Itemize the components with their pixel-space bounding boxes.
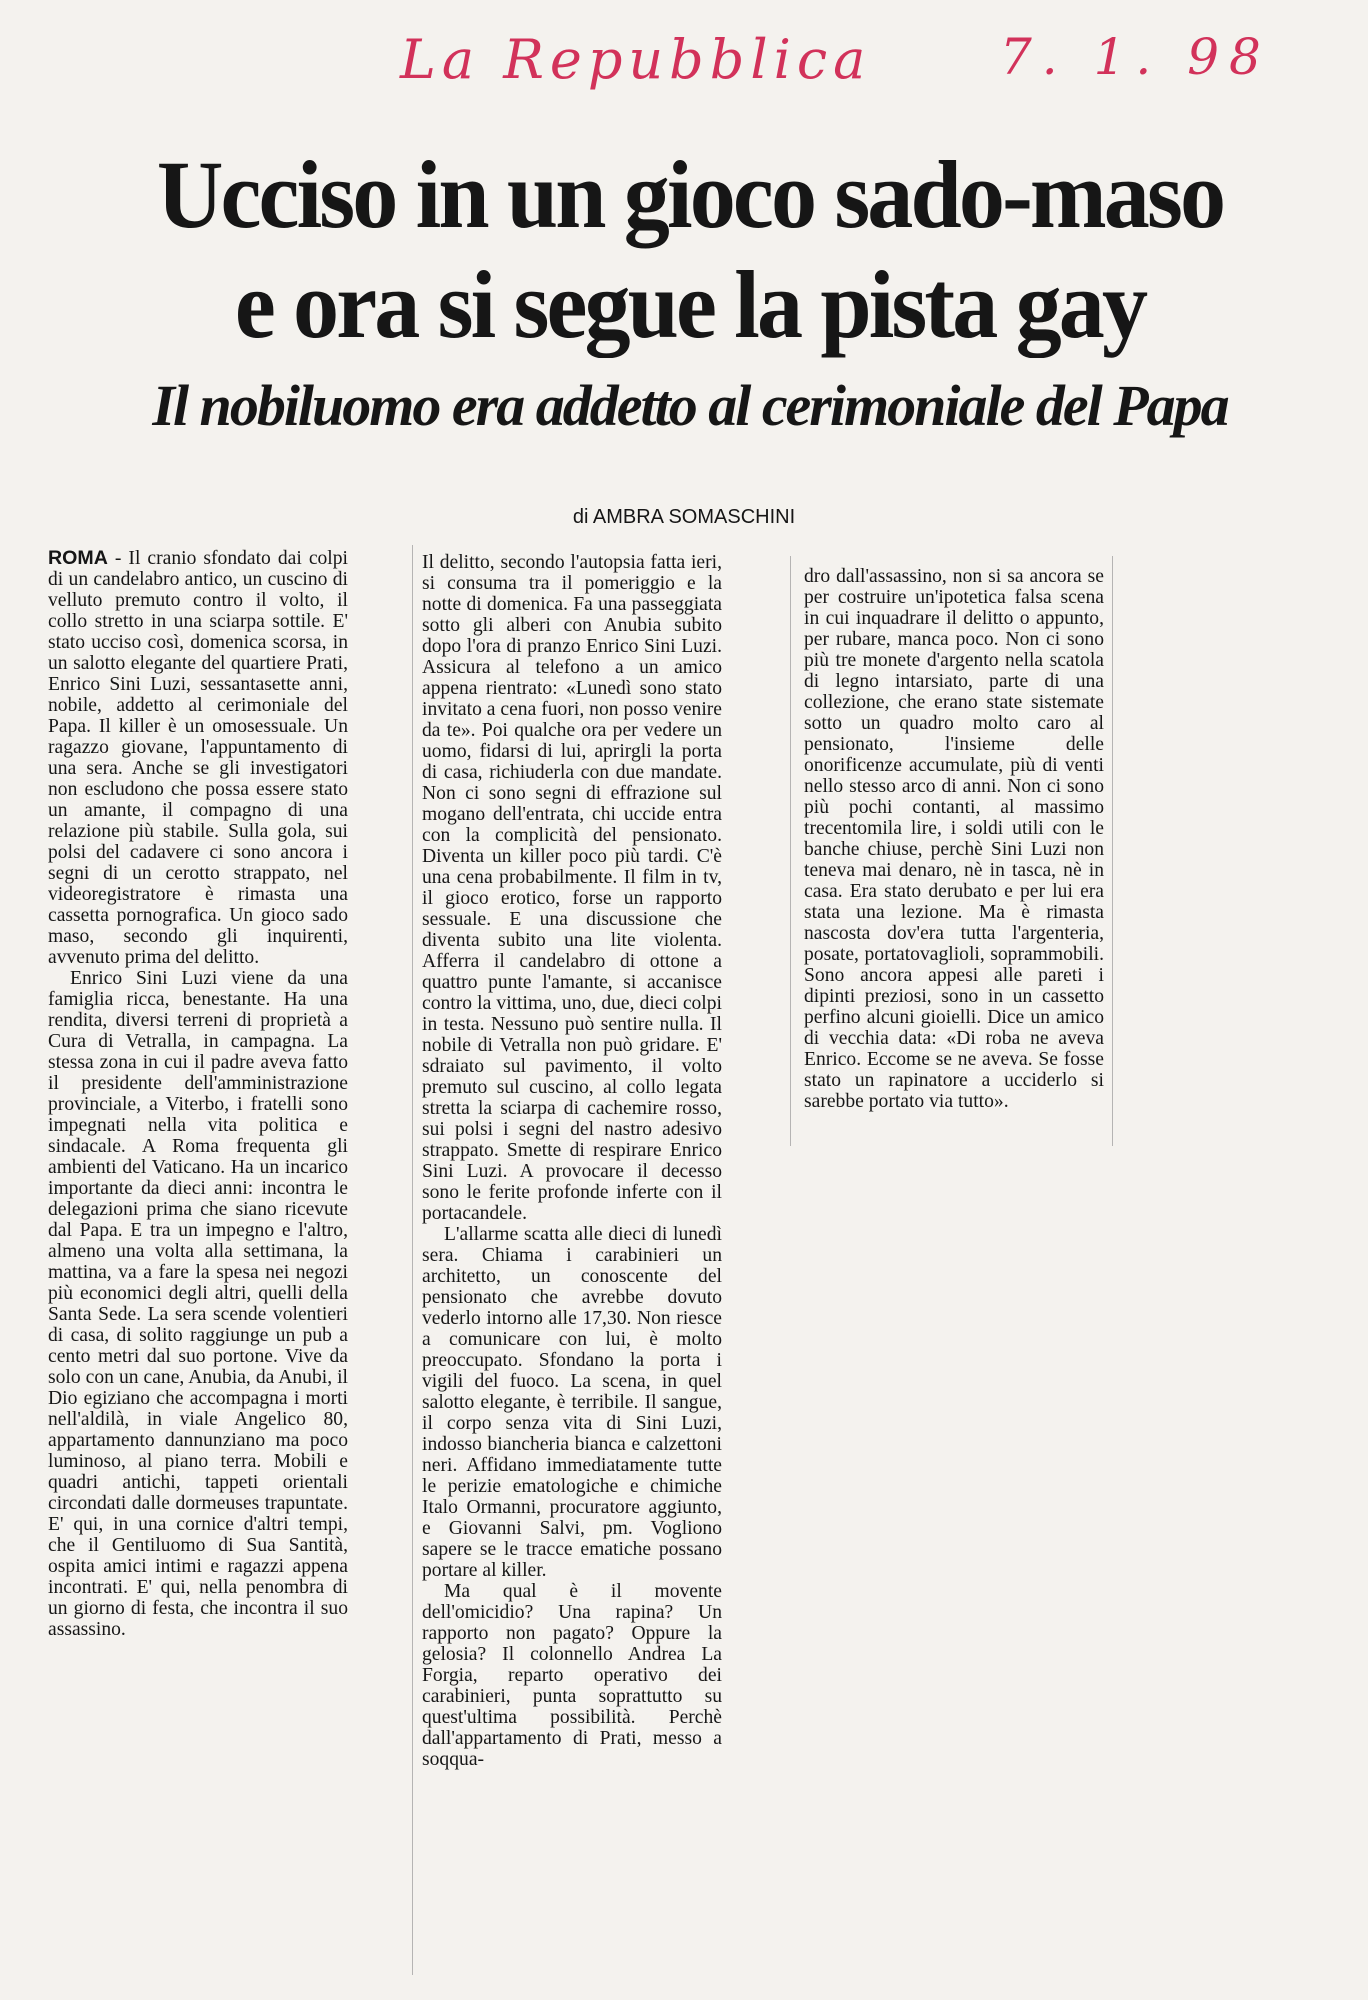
paragraph: Il delitto, secondo l'autopsia fatta ieri, si consuma tra il pomeriggio e la notte di domenica. Fa una passeggiata sotto gli alberi con Anubia subito dopo l'ora di pranzo Enrico Sini Luzi. Assicura al telefono a un amico appena rientrato: «Lunedì sono stato invitato a cena fuori, non posso venire da te». Poi qualche ora per vedere un uomo, fidarsi di lui, aprirgli la porta di casa, richiuderla con due mandate. Non ci sono segni di effrazione sul mogano dell'entrata, chi uccide entra con la complicità del pensionato. Diventa un killer poco più tardi. C'è una cena probabilmente. Il film in tv, il gioco erotico, forse un rapporto sessuale. E una discussione che diventa subito una lite violenta. Afferra il candelabro di ottone a quattro punte l'amante, si accanisce contro la vittima, uno, due, dieci colpi in testa. Nessuno può sentire nulla. Il nobile di Vetralla non può gridare. E' sdraiato sul pavimento, il volto premuto sul cuscino, al collo legata stretta la sciarpa di cachemire rosso, sui polsi i segni del nastro adesivo strappato. Smette di respirare Enrico Sini Luzi. A provocare il decesso sono le ferite profonde inferte con il portacandele. bbox=[422, 552, 722, 1224]
paragraph bbox=[48, 548, 348, 968]
article-column-3 bbox=[804, 566, 1104, 1112]
article-column-1 bbox=[48, 548, 348, 1640]
byline: di AMBRA SOMASCHINI bbox=[572, 506, 796, 528]
clipping-edge bbox=[412, 545, 413, 1975]
paragraph: L'allarme scatta alle dieci di lunedì sera. Chiama i carabinieri un architetto, un conoscente del pensionato che avrebbe dovuto vederlo intorno alle 17,30. Non riesce a comunicare con lui, è molto preoccupato. Sfondano la porta i vigili del fuoco. La scena, in quel salotto elegante, è terribile. Il sangue, il corpo senza vita di Sini Luzi, indosso biancheria bianca e calzettoni neri. Affidano immediatamente tutte le perizie ematologiche e chimiche Italo Ormanni, procuratore aggiunto, e Giovanni Salvi, pm. Vogliono sapere se le tracce ematiche possano portare al killer. bbox=[422, 1224, 722, 1581]
clipping-edge bbox=[790, 556, 791, 1146]
dateline: ROMA bbox=[48, 547, 108, 569]
handwritten-date-note: 7. 1. 98 bbox=[1000, 28, 1271, 86]
article-column-2 bbox=[422, 552, 722, 1770]
headline bbox=[66, 140, 1314, 360]
paragraph: Enrico Sini Luzi viene da una famiglia ricca, benestante. Ha una rendita, diversi terreni di proprietà a Cura di Vetralla, in campagna. La stessa zona in cui il padre aveva fatto il presidente dell'amministrazione provinciale, a Viterbo, i fratelli sono impegnati nella vita politica e sindacale. A Roma frequenta gli ambienti del Vaticano. Ha un incarico importante da dieci anni: incontra le delegazioni prima che siano ricevute dal Papa. E tra un impegno e l'altro, almeno una volta alla settimana, la mattina, va a fare la spesa nei negozi più economici degli altri, quelli della Santa Sede. La sera scende volentieri di casa, di solito raggiunge un pub a cento metri dal suo portone. Vive da solo con un cane, Anubia, da Anubi, il Dio egiziano che accompagna i morti nell'aldilà, in viale Angelico 80, appartamento dannunziano ma poco luminoso, al piano terra. Mobili e quadri antichi, tappeti orientali circondati dalle dormeuses trapuntate. E' qui, in una cornice d'altri tempi, che il Gentiluomo di Sua Santità, ospita amici intimi e ragazzi appena incontrati. E' qui, nella penombra di un giorno di festa, che incontra il suo assassino. bbox=[48, 968, 348, 1640]
subheadline: Il nobiluomo era addetto al cerimoniale del Papa bbox=[152, 373, 1228, 438]
headline-line-2: e ora si segue la pista gay bbox=[234, 251, 1146, 358]
clipping-edge bbox=[1112, 556, 1113, 1146]
paragraph: Ma qual è il movente dell'omicidio? Una rapina? Un rapporto non pagato? Oppure la gelosia? Il colonnello Andrea La Forgia, reparto operativo dei carabinieri, punta soprattutto su quest'ultima possibilità. Perchè dall'appartamento di Prati, messo a soqqua- bbox=[422, 1581, 722, 1770]
paragraph-text: - Il cranio sfondato dai colpi di un candelabro antico, un cuscino di velluto premuto contro il volto, il collo stretto in una sciarpa sottile. E' stato ucciso così, domenica scorsa, in un salotto elegante del quartiere Prati, Enrico Sini Luzi, sessantasette anni, nobile, addetto al cerimoniale del Papa. Il killer è un omosessuale. Un ragazzo giovane, l'appuntamento di una sera. Anche se gli investigatori non escludono che possa essere stato un amante, il compagno di una relazione più stabile. Sulla gola, sui polsi del cadavere ci sono ancora i segni di un cerotto strappato, nel videoregistratore è rimasta una cassetta pornografica. Un gioco sado maso, secondo gli inquirenti, avvenuto prima del delitto. bbox=[48, 548, 348, 968]
handwritten-publication-note: La Repubblica bbox=[400, 28, 872, 91]
headline-line-1: Ucciso in un gioco sado-maso bbox=[156, 141, 1224, 248]
paragraph: dro dall'assassino, non si sa ancora se per costruire un'ipotetica falsa scena in cui inquadrare il delitto o appunto, per rubare, manca poco. Non ci sono più tre monete d'argento nella scatola di legno intarsiato, parte di una collezione, che erano state sistemate sotto un quadro molto caro al pensionato, l'insieme delle onorificenze accumulate, più di venti nello stesso arco di anni. Non ci sono più pochi contanti, al massimo trecentomila lire, i soldi utili con le banche chiuse, perchè Sini Luzi non teneva mai denaro, nè in tasca, nè in casa. Era stato derubato e per lui era stata una lezione. Ma è rimasta nascosta dov'era tutta l'argenteria, posate, portatovaglioli, soprammobili. Sono ancora appesi alle pareti i dipinti preziosi, sono in un cassetto perfino alcuni gioielli. Dice un amico di vecchia data: «Di roba ne aveva Enrico. Eccome se ne aveva. Se fosse stato un rapinatore a ucciderlo si sarebbe portato via tutto». bbox=[804, 566, 1104, 1112]
